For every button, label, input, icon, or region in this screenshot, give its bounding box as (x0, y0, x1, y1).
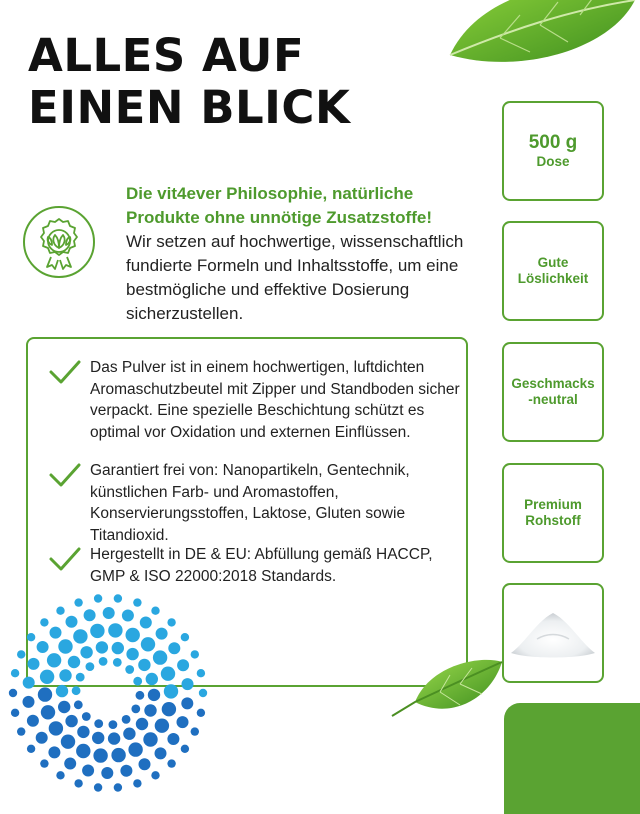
logo-dot (177, 716, 189, 728)
logo-dot (197, 669, 205, 677)
logo-dot (181, 697, 193, 709)
logo-dot (153, 650, 167, 664)
check-icon (48, 462, 82, 488)
logo-dot (82, 712, 91, 721)
logo-dot (48, 746, 60, 758)
leaf-image (390, 650, 510, 730)
logo-dot (128, 742, 142, 756)
logo-dot (113, 658, 122, 667)
logo-dot (111, 748, 125, 762)
logo-dot (139, 758, 151, 770)
logo-dot (59, 669, 71, 681)
intro-text (126, 182, 486, 326)
green-corner-block (504, 703, 640, 814)
logo-dot (131, 705, 140, 714)
logo-dot (114, 594, 122, 602)
logo-dot (28, 658, 40, 670)
logo-dot (155, 719, 169, 733)
logo-dot (56, 771, 64, 779)
logo-dot (141, 637, 155, 651)
logo-dot (27, 745, 35, 753)
logo-dot (151, 771, 159, 779)
logo-dot (27, 633, 35, 641)
logo-dot (68, 656, 80, 668)
logo-dot (56, 607, 64, 615)
logo-dot (164, 684, 178, 698)
logo-dot (73, 629, 87, 643)
logo-dot (199, 689, 207, 697)
logo-dot (64, 758, 76, 770)
logo-dot (136, 718, 148, 730)
feature-text: Hergestellt in DE & EU: Abfüllung gemäß HACCP, GMP & ISO 22000:2018 Standards. (90, 546, 433, 585)
logo-dot (125, 665, 134, 674)
dot-circle-logo (0, 585, 215, 800)
quality-box (502, 463, 604, 563)
logo-dot (17, 650, 25, 658)
logo-dot (76, 744, 90, 758)
logo-dot (99, 657, 108, 666)
powder-image (507, 603, 599, 663)
logo-dot (162, 702, 176, 716)
headline-line-1: ALLES AUF (28, 29, 305, 82)
logo-dot (23, 696, 35, 708)
intro-body: Wir setzen auf hochwertige, wissenschaftlich fundierte Formeln und Inhaltsstoffe, um eine bestmögliche und effektive Dosierung sicherzustellen. (126, 232, 464, 323)
logo-dot (74, 598, 82, 606)
logo-dot (191, 727, 199, 735)
logo-dot (143, 732, 157, 746)
logo-dot (92, 732, 104, 744)
logo-dot (108, 623, 122, 637)
intro-lead: Die vit4ever Philosophie, natürliche Produkte ohne unnötige Zusatzstoffe! (126, 184, 432, 227)
logo-dot (126, 628, 140, 642)
logo-dot (122, 610, 134, 622)
logo-dot (50, 627, 62, 639)
logo-dot (47, 653, 61, 667)
logo-dot (148, 689, 160, 701)
logo-dot (90, 624, 104, 638)
logo-dot (61, 735, 75, 749)
logo-dot (133, 677, 142, 686)
logo-dot (140, 617, 152, 629)
logo-dot (109, 720, 118, 729)
logo-dot (133, 779, 141, 787)
size-value: 500 g (528, 132, 578, 153)
logo-dot (17, 727, 25, 735)
check-icon (48, 359, 82, 385)
logo-dot (101, 767, 113, 779)
logo-dot (80, 646, 92, 658)
logo-dot (138, 659, 150, 671)
logo-dot (181, 745, 189, 753)
logo-dot (112, 642, 124, 654)
logo-dot (161, 667, 175, 681)
feature-text: Das Pulver ist in einem hochwertigen, luftdichten Aromaschutzbeutel mit Zipper und Standboden sicher verpackt. Eine spezielle Beschichtung schützt es optimal vor Oxidation und externen Einflüssen. (90, 359, 460, 441)
check-icon (48, 546, 82, 572)
quality-seal-leaf-icon (22, 205, 96, 279)
logo-dot (122, 715, 131, 724)
logo-dot (58, 701, 70, 713)
logo-dot (56, 685, 68, 697)
quality-label: Premium Rohstoff (524, 497, 582, 528)
feature-text: Garantiert frei von: Nanopartikeln, Gentechnik, künstlichen Farb- und Aromastoffen, Konservierungsstoffen, Laktose, Gluten sowie Titandioxid. (90, 462, 410, 544)
logo-dot (167, 733, 179, 745)
logo-dot (182, 678, 194, 690)
logo-dot (167, 759, 175, 767)
logo-dot (94, 594, 102, 602)
powder-box (502, 583, 604, 683)
logo-dot (84, 609, 96, 621)
logo-dot (37, 641, 49, 653)
logo-dot (133, 598, 141, 606)
logo-dot (120, 765, 132, 777)
page-headline (28, 30, 350, 134)
logo-dot (74, 779, 82, 787)
logo-dot (11, 669, 19, 677)
logo-dot (40, 670, 54, 684)
logo-dot (144, 704, 156, 716)
headline-line-2: EINEN BLICK (28, 81, 351, 134)
logo-dot (36, 732, 48, 744)
logo-dot (40, 618, 48, 626)
logo-dot (49, 721, 63, 735)
logo-dot (114, 783, 122, 791)
logo-dot (66, 616, 78, 628)
logo-dot (151, 607, 159, 615)
logo-dot (40, 759, 48, 767)
logo-dot (93, 748, 107, 762)
leaf-image (440, 0, 640, 70)
logo-dot (77, 726, 89, 738)
taste-label: Geschmacks-neutral (511, 376, 595, 407)
logo-dot (168, 642, 180, 654)
logo-dot (197, 709, 205, 717)
size-unit: Dose (536, 154, 570, 169)
logo-dot (38, 687, 52, 701)
logo-dot (177, 659, 189, 671)
logo-dot (76, 673, 85, 682)
logo-dot (123, 728, 135, 740)
solubility-box (502, 221, 604, 321)
logo-dot (181, 633, 189, 641)
logo-dot (126, 648, 138, 660)
logo-dot (108, 732, 120, 744)
logo-dot (58, 639, 72, 653)
logo-dot (9, 689, 17, 697)
logo-dot (96, 641, 108, 653)
logo-dot (65, 715, 77, 727)
logo-dot (136, 691, 145, 700)
logo-dot (23, 677, 35, 689)
logo-dot (94, 719, 103, 728)
logo-dot (86, 662, 95, 671)
solubility-label: Gute Löslichkeit (517, 255, 589, 286)
logo-dot (74, 700, 83, 709)
taste-box (502, 342, 604, 442)
logo-dot (72, 686, 81, 695)
logo-dot (156, 628, 168, 640)
logo-dot (11, 709, 19, 717)
logo-dot (41, 705, 55, 719)
logo-dot (27, 715, 39, 727)
logo-dot (82, 765, 94, 777)
size-box (502, 101, 604, 201)
logo-dot (103, 607, 115, 619)
logo-dot (94, 783, 102, 791)
logo-dot (155, 747, 167, 759)
logo-dot (167, 618, 175, 626)
logo-dot (146, 673, 158, 685)
logo-dot (191, 650, 199, 658)
